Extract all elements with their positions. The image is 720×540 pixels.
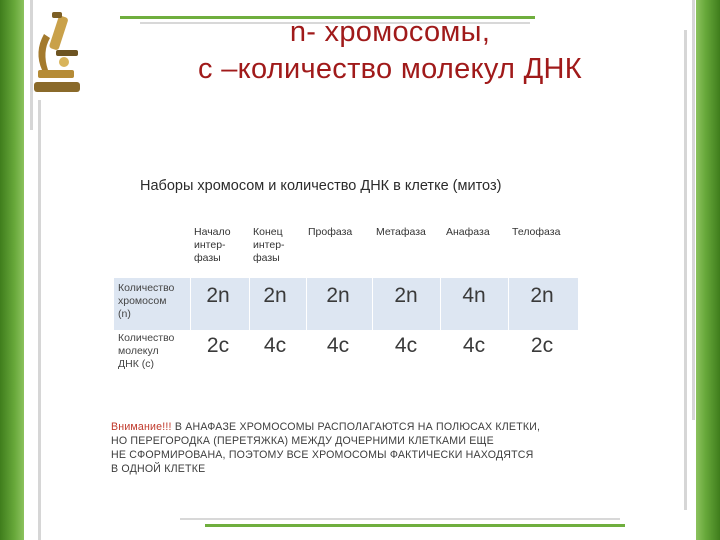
table-cell: 2n <box>326 284 350 307</box>
warning-label: Внимание!!! <box>111 421 172 433</box>
table-cell: 2n <box>206 284 230 307</box>
note-text: НО ПЕРЕГОРОДКА (ПЕРЕТЯЖКА) МЕЖДУ ДОЧЕРНИМИ КЛЕТКАМИ ЕЩЕ <box>111 435 494 447</box>
table-cell: 2c <box>206 334 230 357</box>
column-header: Начало интер- фазы <box>194 226 231 264</box>
note-text: В АНАФАЗЕ ХРОМОСОМЫ РАСПОЛАГАЮТСЯ НА ПОЛЮСАХ КЛЕТКИ, <box>171 421 541 433</box>
column-header: Конец интер- фазы <box>253 226 285 264</box>
frame-line <box>38 100 41 540</box>
slide-title <box>110 14 670 88</box>
column-divider <box>249 278 250 382</box>
column-header: Анафаза <box>446 226 490 238</box>
table-cell: 2c <box>530 334 554 357</box>
frame-line <box>684 30 687 510</box>
bottom-green-rule <box>205 524 625 527</box>
table-cell: 2n <box>394 284 418 307</box>
column-divider <box>508 278 509 382</box>
right-green-panel <box>696 0 720 540</box>
column-header: Метафаза <box>376 226 426 238</box>
table-cell: 4c <box>263 334 287 357</box>
column-header: Телофаза <box>512 226 561 238</box>
column-divider <box>190 278 191 382</box>
bottom-rule <box>180 518 620 520</box>
column-divider <box>440 278 441 382</box>
table-cell: 4c <box>394 334 418 357</box>
microscope-icon <box>28 12 88 98</box>
note-text: НЕ СФОРМИРОВАНА, ПОЭТОМУ ВСЕ ХРОМОСОМЫ ФАКТИЧЕСКИ НАХОДЯТСЯ <box>111 449 534 461</box>
table-cell: 2n <box>263 284 287 307</box>
row-label: Количество хромосом (n) <box>118 282 175 320</box>
table-caption: Наборы хромосом и количество ДНК в клетке (митоз) <box>140 178 502 194</box>
title-line-1: n- хромосомы, <box>289 16 491 48</box>
note-text: В ОДНОЙ КЛЕТКЕ <box>111 463 206 475</box>
warning-note <box>111 420 601 476</box>
table-cell: 4c <box>462 334 486 357</box>
column-divider <box>372 278 373 382</box>
left-green-panel <box>0 0 24 540</box>
row-label: Количество молекул ДНК (c) <box>118 332 175 370</box>
column-divider <box>306 278 307 382</box>
frame-line <box>692 0 695 420</box>
column-header: Профаза <box>308 226 353 238</box>
table-cell: 2n <box>530 284 554 307</box>
title-line-2: с –количество молекул ДНК <box>198 53 582 85</box>
table-cell: 4n <box>462 284 486 307</box>
table-cell: 4c <box>326 334 350 357</box>
